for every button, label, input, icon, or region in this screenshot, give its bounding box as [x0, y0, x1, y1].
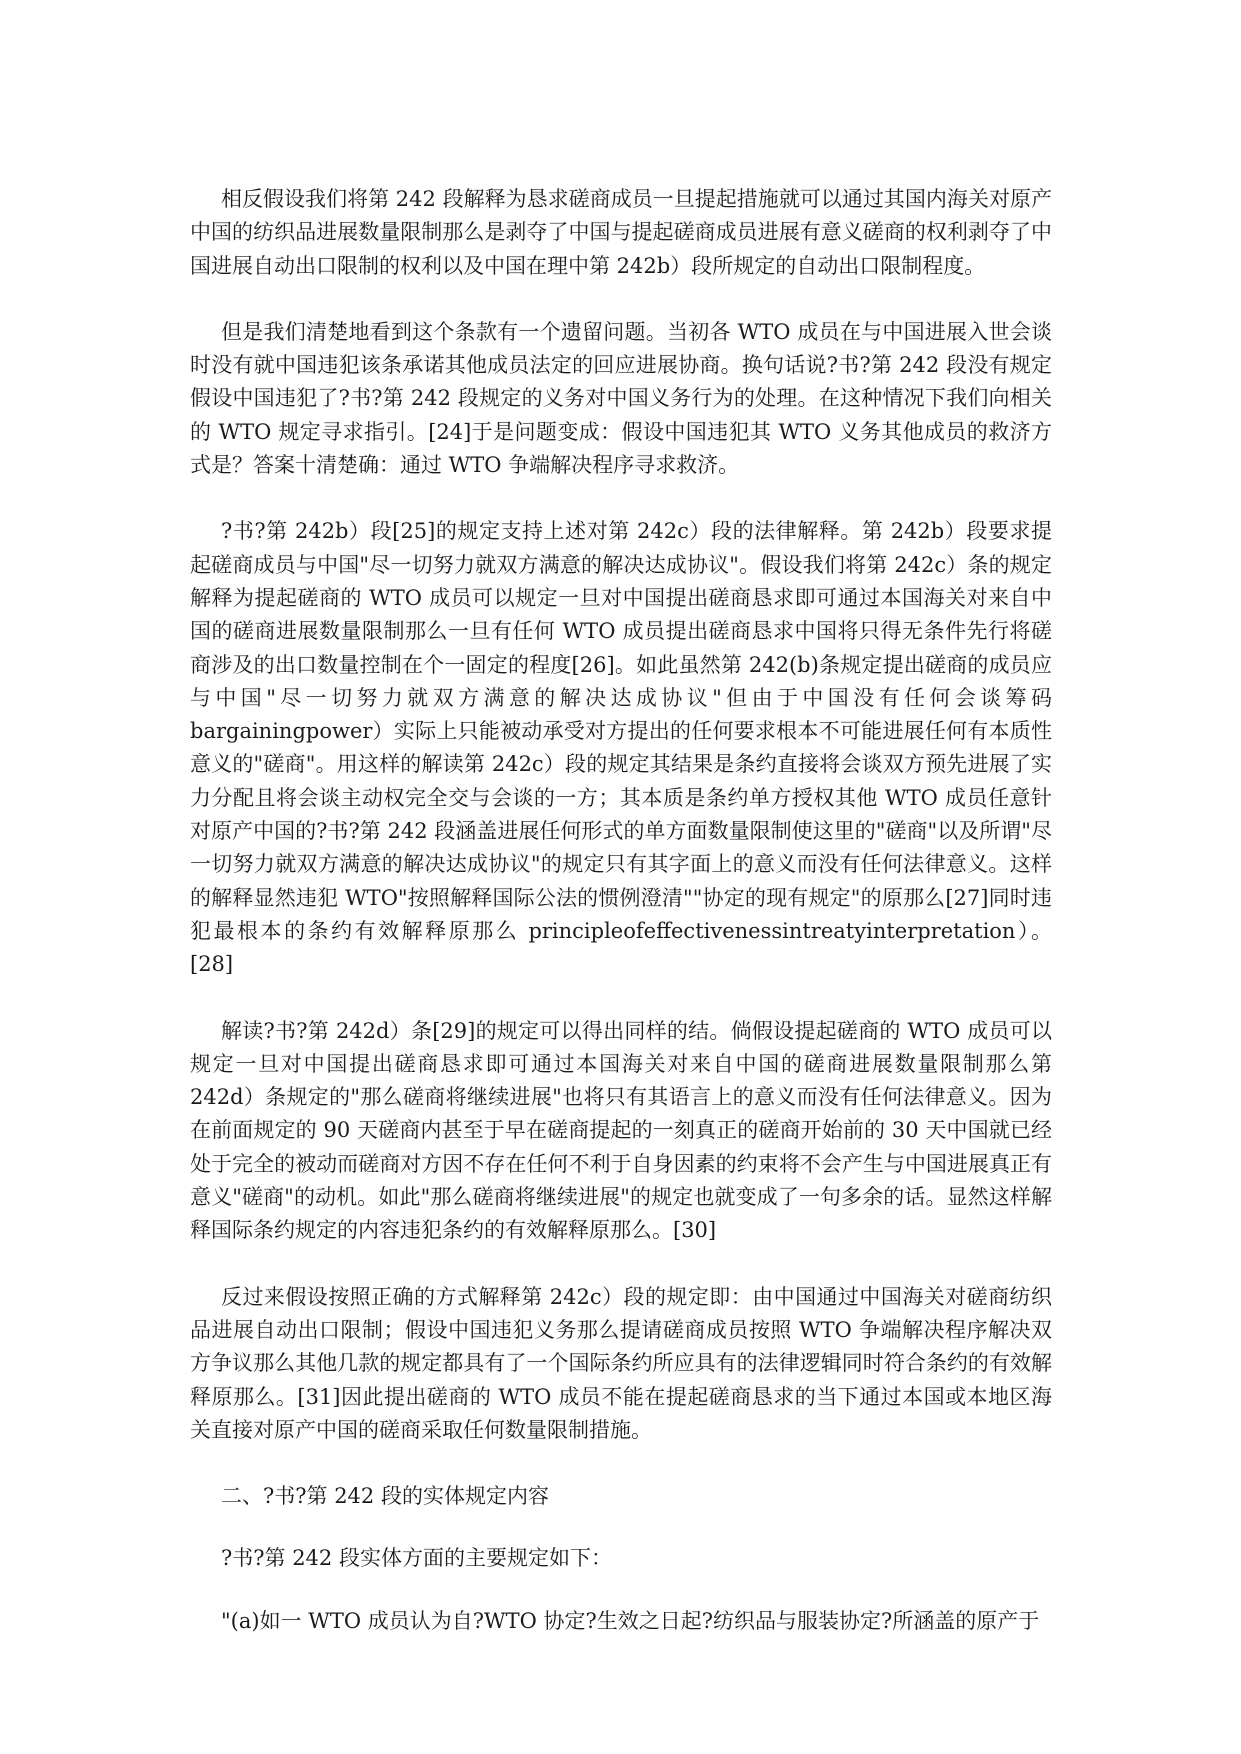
- paragraph-quote: "(a)如一 WTO 成员认为自?WTO 协定?生效之日起?纺织品与服装协定?所涵盖的原产于: [221, 1608, 1040, 1633]
- section-heading: 二、?书?第 242 段的实体规定内容: [221, 1484, 549, 1509]
- paragraph-2: 但是我们清楚地看到这个条款有一个遗留问题。当初各 WTO 成员在与中国进展入世会谈时没有就中国违犯该条承诺其他成员法定的回应进展协商。换句话说?书?第 242 段没有规定假设中国违犯了?书?第 242 段规定的义务对中国义务行为的处理。在这种情况下我们向相关的 WTO 规定寻求指引。[24]于是问题变成：假设中国违犯其 WTO 义务其他成员的救济方式是？答案十清楚确：通过 WTO 争端解决程序寻求救济。: [190, 319, 1052, 478]
- paragraph-4: 解读?书?第 242d）条[29]的规定可以得出同样的结。倘假设提起磋商的 WTO 成员可以规定一旦对中国提出磋商恳求即可通过本国海关对来自中国的磋商进展数量限制那么第 242d）条规定的"那么磋商将继续进展"也将只有其语言上的意义而没有任何法律意义。因为在前面规定的 90 天磋商内甚至于早在磋商提起的一刻真正的磋商开始前的 30 天中国就已经处于完全的被动而磋商对方因不存在任何不利于自身因素的约束将不会产生与中国进展真正有意义"磋商"的动机。如此"那么磋商将继续进展"的规定也就变成了一句多余的话。显然这样解释国际条约规定的内容违犯条约的有效解释原那么。[30]: [190, 1018, 1052, 1243]
- paragraph-1: 相反假设我们将第 242 段解释为恳求磋商成员一旦提起措施就可以通过其国内海关对原产中国的纺织品进展数量限制那么是剥夺了中国与提起磋商成员进展有意义磋商的权利剥夺了中国进展自动出口限制的权利以及中国在理中第 242b）段所规定的自动出口限制程度。: [190, 187, 1052, 278]
- document-page: [190, 183, 1052, 1671]
- paragraph-intro: ?书?第 242 段实体方面的主要规定如下：: [221, 1546, 612, 1571]
- paragraph-3: ?书?第 242b）段[25]的规定支持上述对第 242c）段的法律解释。第 242b）段要求提起磋商成员与中国"尽一切努力就双方满意的解决达成协议"。假设我们将第 242c）条的规定解释为提起磋商的 WTO 成员可以规定一旦对中国提出磋商恳求即可通过本国海关对来自中国的磋商进展数量限制那么一旦有任何 WTO 成员提出磋商恳求中国将只得无条件先行将磋商涉及的出口数量控制在个一固定的程度[26]。如此虽然第 242(b)条规定提出磋商的成员应与中国"尽一切努力就双方满意的解决达成协议"但由于中国没有任何会谈筹码 bargainingpower）实际上只能被动承受对方提出的任何要求根本不可能进展任何有本质性意义的"磋商"。用这样的解读第 242c）段的规定其结果是条约直接将会谈双方预先进展了实力分配且将会谈主动权完全交与会谈的一方；其本质是条约单方授权其他 WTO 成员任意针对原产中国的?书?第 242 段涵盖进展任何形式的单方面数量限制使这里的"磋商"以及所谓"尽一切努力就双方满意的解决达成协议"的规定只有其字面上的意义而没有任何法律意义。这样的解释显然违犯 WTO"按照解释国际公法的惯例澄清""协定的现有规定"的原那么[27]同时违犯最根本的条约有效解释原那么 principleofeffectivenessintreatyinterpretation）。[28]: [190, 519, 1052, 977]
- paragraph-5: 反过来假设按照正确的方式解释第 242c）段的规定即：由中国通过中国海关对磋商纺织品进展自动出口限制；假设中国违犯义务那么提请磋商成员按照 WTO 争端解决程序解决双方争议那么其他几款的规定都具有了一个国际条约所应具有的法律逻辑同时符合条约的有效解释原那么。[31]因此提出磋商的 WTO 成员不能在提起磋商恳求的当下通过本国或本地区海关直接对原产中国的磋商采取任何数量限制措施。: [190, 1284, 1052, 1442]
